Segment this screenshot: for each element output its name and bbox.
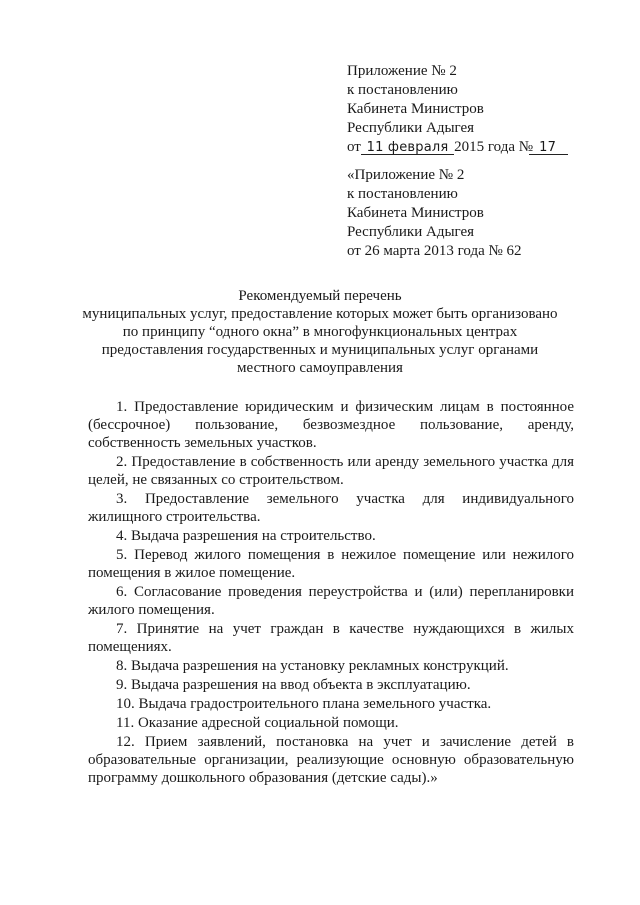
- handwritten-date: 11 февраля: [366, 140, 449, 155]
- document-title: [40, 287, 600, 377]
- list-item: 6. Согласование проведения переустройства и (или) перепланировки жилого помещения.: [88, 584, 574, 618]
- list-item: 1. Предоставление юридическим и физическим лицам в постоянное (бессрочное) пользование, безвозмездное пользование, аренду, собственность земельных участков.: [88, 399, 574, 451]
- title-line: местного самоуправления: [237, 360, 403, 376]
- header-line: Кабинета Министров: [347, 205, 484, 221]
- list-item: 11. Оказание адресной социальной помощи.: [116, 715, 399, 731]
- services-list: [88, 398, 574, 788]
- appendix-header-original: [347, 166, 617, 261]
- header-line: Республики Адыгея: [347, 120, 475, 136]
- title-line: предоставления государственных и муниципальных услуг органами: [101, 342, 539, 358]
- list-item: 12. Прием заявлений, постановка на учет и зачисление детей в образовательные организации, реализующие основную образовательную программу дошкольного образования (детские сады).»: [88, 734, 574, 786]
- list-item: 8. Выдача разрешения на установку рекламных конструкций.: [116, 658, 509, 674]
- list-item: 4. Выдача разрешения на строительство.: [116, 528, 376, 544]
- list-item: 2. Предоставление в собственность или аренду земельного участка для целей, не связанных со строительством.: [88, 454, 574, 488]
- header-date-line: [347, 138, 617, 157]
- list-item: 5. Перевод жилого помещения в нежилое помещение или нежилого помещения в жилое помещение.: [88, 547, 574, 581]
- date-suffix: 2015 года №: [454, 139, 534, 155]
- list-item: 9. Выдача разрешения на ввод объекта в эксплуатацию.: [116, 677, 471, 693]
- header-line: Приложение № 2: [347, 63, 457, 79]
- header-line: Кабинета Министров: [347, 101, 484, 117]
- title-line: Рекомендуемый перечень: [238, 288, 402, 304]
- appendix-header-current: [347, 62, 617, 157]
- header-line: к постановлению: [347, 82, 458, 98]
- handwritten-number: 17: [533, 138, 564, 157]
- list-item: 10. Выдача градостроительного плана земельного участка.: [116, 696, 492, 712]
- list-item: 3. Предоставление земельного участка для индивидуального жилищного строительства.: [88, 491, 574, 525]
- header-line: к постановлению: [347, 186, 458, 202]
- header-line: «Приложение № 2: [347, 167, 465, 183]
- title-line: муниципальных услуг, предоставление которых может быть организовано: [82, 306, 558, 322]
- header-line: Республики Адыгея: [347, 224, 475, 240]
- date-prefix: от: [347, 139, 361, 155]
- title-line: по принципу “одного окна” в многофункциональных центрах: [122, 324, 518, 340]
- header-line: от 26 марта 2013 года № 62: [347, 243, 522, 259]
- list-item: 7. Принятие на учет граждан в качестве нуждающихся в жилых помещениях.: [88, 621, 574, 655]
